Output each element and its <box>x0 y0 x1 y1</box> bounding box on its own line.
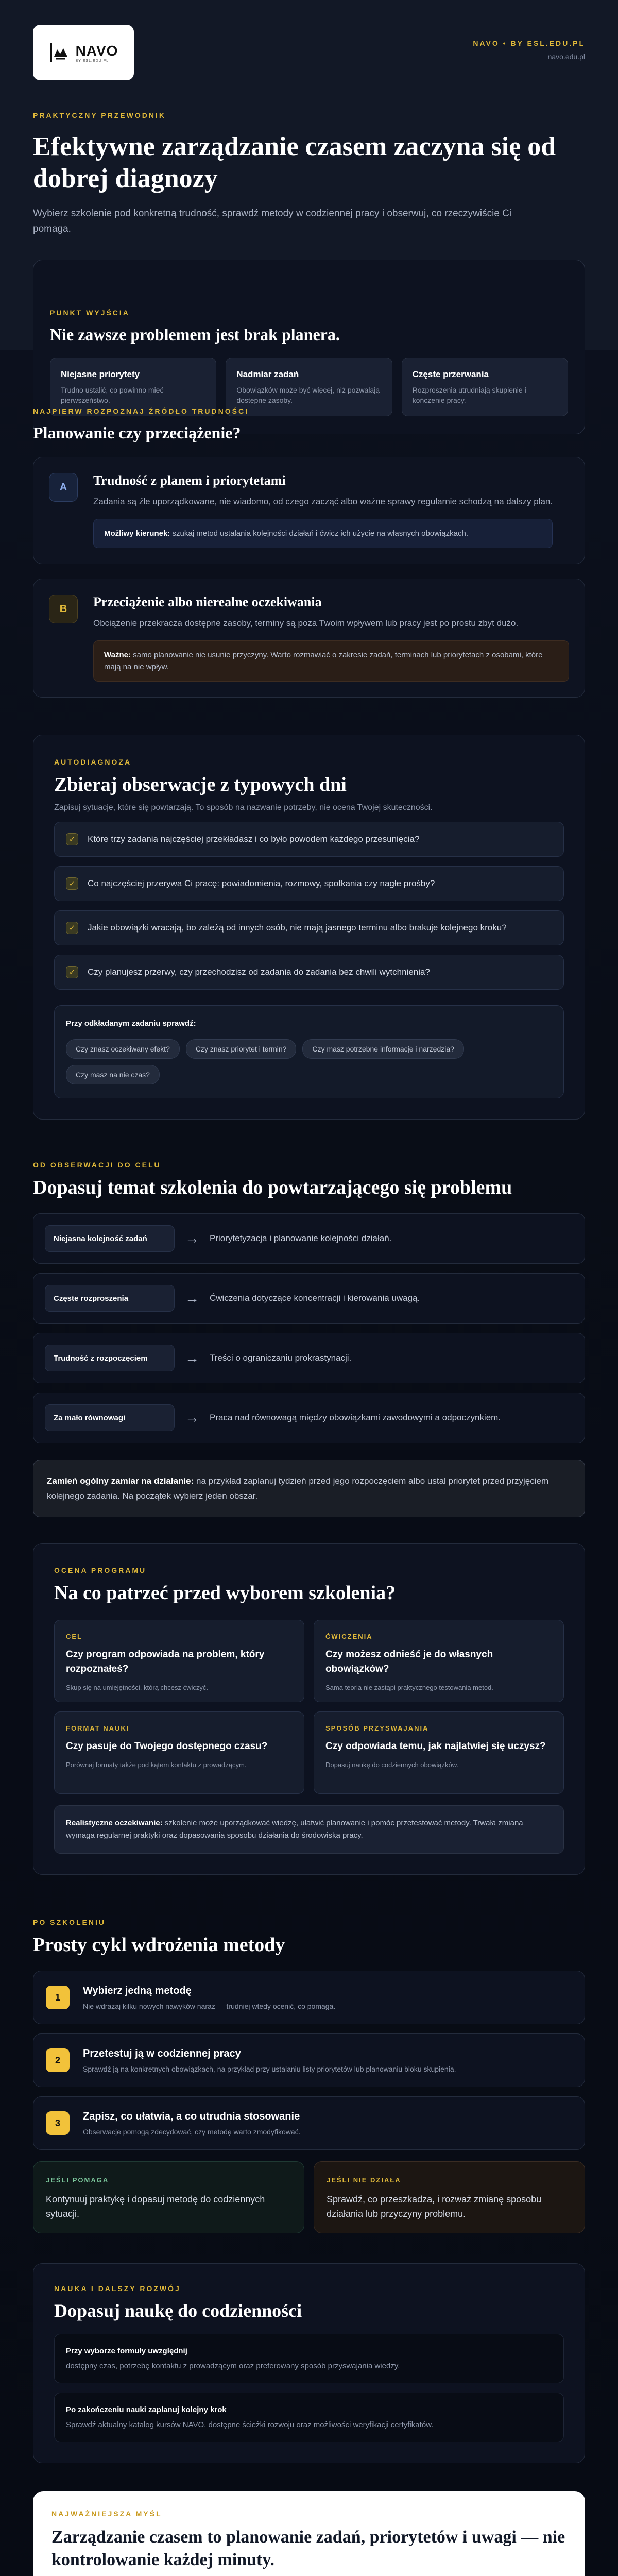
hero-lead: Wybierz szkolenie pod konkretną trudność, sprawdź metody w codziennej pracy i obserwuj, co rzeczywiście Ci pomaga. <box>33 208 512 234</box>
development-title: Dopasuj naukę do codzienności <box>54 2300 302 2321</box>
footer <box>0 2558 618 2576</box>
cause-body <box>93 473 553 548</box>
problem-card <box>226 358 392 416</box>
expectation-note-label: Realistyczne oczekiwanie: <box>66 1819 163 1827</box>
postponed-task-box <box>54 1005 564 1098</box>
criterion-card <box>314 1711 564 1794</box>
checklist-text: Co najczęściej przerywa Ci pracę: powiadomienia, rozmowy, spotkania czy nagłe prośby? <box>88 878 435 888</box>
question-chip: Czy masz potrzebne informacje i narzędzia? <box>302 1039 464 1059</box>
step-title: Zapisz, co ułatwia, a co utrudnia stosowanie <box>83 2110 300 2122</box>
cycle-step <box>33 1971 585 2024</box>
step-number: 3 <box>46 2111 70 2135</box>
checkbox-checked-icon[interactable]: ✓ <box>66 966 78 978</box>
step-title: Wybierz jedną metodę <box>83 1985 192 1996</box>
step-desc: Sprawdź ją na konkretnych obowiązkach, na przykład przy ustalaniu listy priorytetów lub planowaniu bloku skupienia. <box>83 2064 456 2073</box>
takeaway-eyebrow: NAJWAŻNIEJSZA MYŚL <box>52 2510 162 2518</box>
page-title: Efektywne zarządzanie czasem zaczyna się od dobrej diagnozy <box>33 132 556 193</box>
criterion-title: Czy pasuje do Twojego dostępnego czasu? <box>66 1741 268 1752</box>
mapping-topic: Treści o ograniczaniu prokrastynacji. <box>210 1353 352 1363</box>
starting-point-title: Nie zawsze problemem jest brak planera. <box>50 325 340 344</box>
cause-tip-text: samo planowanie nie usunie przyczyny. Warto rozmawiać o zakresie zadań, terminach lub priorytetach z osobami, które mają na nie wpływ. <box>104 651 543 671</box>
problem-desc: Obowiązków może być więcej, niż pozwalają dostępne zasoby. <box>236 386 380 404</box>
top-bar <box>33 25 585 80</box>
step-desc: Nie wdrażaj kilku nowych nawyków naraz — trudniej wtedy ocenić, co pomaga. <box>83 2002 336 2010</box>
cycle-section <box>0 1875 618 2576</box>
outcome-fails-text: Sprawdź, co przeszkadza, i rozważ zmianę sposobu działania lub przyczyny problemu. <box>327 2194 542 2219</box>
outcome-fails-label: JEŚLI NIE DZIAŁA <box>327 2176 401 2184</box>
problem-card <box>402 358 568 416</box>
diagnosis-eyebrow: AUTODIAGNOZA <box>54 758 132 766</box>
criterion-key: CEL <box>66 1633 82 1640</box>
checklist-text: Czy planujesz przerwy, czy przechodzisz od zadania do zadania bez chwili wytchnienia? <box>88 967 430 977</box>
development-item <box>54 2334 564 2383</box>
criterion-title: Czy odpowiada temu, jak najlatwiej się uczysz? <box>325 1741 546 1752</box>
cause-title: Trudność z planem i priorytetami <box>93 473 286 488</box>
cause-card <box>33 457 585 564</box>
cause-tip-label: Możliwy kierunek: <box>104 529 170 538</box>
evaluation-title: Na co patrzeć przed wyborem szkolenia? <box>54 1582 396 1604</box>
step-title: Przetestuj ją w codziennej pracy <box>83 2047 241 2059</box>
expectation-note <box>54 1805 564 1854</box>
self-diagnosis-card <box>33 735 585 1120</box>
development-item <box>54 2393 564 2442</box>
action-callout-text: na przykład zaplanuj tydzień przed jego rozpoczęciem albo ustal priorytet przed przyjęciem kolejnego zadania. Na początek wybierz jeden obszar. <box>47 1476 549 1501</box>
criterion-card <box>54 1711 304 1794</box>
development-eyebrow: NAUKA I DALSZY ROZWÓJ <box>54 2284 181 2293</box>
checklist-item[interactable] <box>54 955 564 990</box>
logo[interactable] <box>33 25 134 80</box>
criterion-desc: Porównaj formaty także pod kątem kontaktu z prowadzącym. <box>66 1761 247 1769</box>
checkbox-checked-icon[interactable]: ✓ <box>66 922 78 934</box>
step-number: 2 <box>46 2048 70 2072</box>
cause-title: Przeciążenie albo nierealne oczekiwania <box>93 595 322 609</box>
development-item-desc: Sprawdź aktualny katalog kursów NAVO, dostępne ścieżki rozwoju oraz możliwości weryfikacji certyfikatów. <box>66 2420 434 2429</box>
logo-text: NAVO <box>75 42 118 59</box>
criterion-desc: Dopasuj naukę do codziennych obowiązków. <box>325 1761 459 1769</box>
takeaway-title: Zarządzanie czasem to planowanie zadań, priorytetów i uwagi — nie kontrolowanie każdej minuty. <box>52 2528 565 2569</box>
criterion-card <box>314 1620 564 1702</box>
mapping-problem: Trudność z rozpoczęciem <box>45 1345 175 1371</box>
criterion-title: Czy program odpowiada na problem, który rozpoznałeś? <box>66 1649 265 1674</box>
outcome-helps-card <box>33 2161 304 2233</box>
mapping-row <box>33 1393 585 1443</box>
logo-wordmark <box>76 43 118 63</box>
cause-badge: B <box>49 595 78 623</box>
problem-title: Niejasne priorytety <box>61 369 140 379</box>
cause-badge: A <box>49 473 78 502</box>
outcome-helps-label: JEŚLI POMAGA <box>46 2176 109 2184</box>
cause-desc: Zadania są źle uporządkowane, nie wiadomo, od czego zacząć albo ważne sprawy regularnie schodzą na dalszy plan. <box>93 497 553 506</box>
brand-line: NAVO • BY ESL.EDU.PL <box>473 39 585 47</box>
development-item-desc: dostępny czas, potrzebę kontaktu z prowadzącym oraz preferowany sposób przyswajania wiedzy. <box>66 2362 400 2370</box>
arrow-right-icon: → <box>185 1230 199 1246</box>
criterion-key: ĆWICZENIA <box>325 1633 373 1640</box>
cause-desc: Obciążenie przekracza dostępne zasoby, terminy są poza Twoim wpływem lub pracy jest po prostu zbyt dużo. <box>93 618 519 628</box>
step-body <box>83 1985 335 2010</box>
evaluation-grid <box>54 1620 564 1794</box>
evaluation-card <box>33 1543 585 1875</box>
arrow-right-icon: → <box>185 1410 199 1426</box>
cause-tip-text: szukaj metod ustalania kolejności działań i ćwicz ich użycie na własnych obowiązkach. <box>172 529 468 538</box>
checklist-item[interactable] <box>54 822 564 857</box>
mapping-topic: Priorytetyzacja i planowanie kolejności działań. <box>210 1233 392 1243</box>
mapping-problem: Częste rozproszenia <box>45 1285 175 1312</box>
cause-body <box>93 595 569 682</box>
causes-section <box>0 350 618 1120</box>
cause-tip <box>93 640 569 682</box>
brand-url[interactable]: navo.edu.pl <box>547 53 585 61</box>
problem-title: Częste przerwania <box>412 369 489 379</box>
criterion-key: FORMAT NAUKI <box>66 1724 130 1732</box>
diagnosis-title: Zbieraj obserwacje z typowych dni <box>54 774 347 795</box>
starting-point-eyebrow: PUNKT WYJŚCIA <box>50 309 130 317</box>
mapping-section <box>0 1120 618 1875</box>
criterion-card <box>54 1620 304 1702</box>
checkbox-checked-icon[interactable]: ✓ <box>66 877 78 890</box>
mapping-topic: Ćwiczenia dotyczące koncentracji i kierowania uwagą. <box>210 1293 420 1303</box>
hero-eyebrow: PRAKTYCZNY PRZEWODNIK <box>33 111 166 120</box>
criterion-key: SPOSÓB PRZYSWAJANIA <box>325 1724 429 1732</box>
cause-tip-label: Ważne: <box>104 651 131 659</box>
expectation-note-text: szkolenie może uporządkować wiedzę, ułatwić planowanie i pomóc przetestować metody. Trwała zmiana wymaga regularnej praktyki oraz dopasowania sposobu działania do środowiska pracy. <box>66 1819 523 1840</box>
outcome-grid <box>33 2161 585 2233</box>
criterion-desc: Skup się na umiejętności, którą chcesz ćwiczyć. <box>66 1684 208 1691</box>
checklist-item[interactable] <box>54 866 564 901</box>
step-number: 1 <box>46 1986 70 2009</box>
causes-eyebrow: NAJPIERW ROZPOZNAJ ŹRÓDŁO TRUDNOŚCI <box>33 407 249 415</box>
cycle-title: Prosty cykl wdrożenia metody <box>33 1934 285 1956</box>
mapping-title: Dopasuj temat szkolenia do powtarzającego się problemu <box>33 1177 512 1198</box>
mapping-topic: Praca nad równowagą między obowiązkami zawodowymi a odpoczynkiem. <box>210 1413 501 1422</box>
arrow-right-icon: → <box>185 1290 199 1306</box>
problem-desc: Rozproszenia utrudniają skupienie i kończenie pracy. <box>412 386 526 404</box>
cause-card <box>33 579 585 698</box>
mapping-problem: Niejasna kolejność zadań <box>45 1225 175 1252</box>
outcome-helps-text: Kontynuuj praktykę i dopasuj metodę do codziennych sytuacji. <box>46 2194 265 2219</box>
cycle-step <box>33 2096 585 2150</box>
cycle-eyebrow: PO SZKOLENIU <box>33 1918 106 1926</box>
question-chip: Czy znasz oczekiwany efekt? <box>66 1039 180 1059</box>
outcome-fails-card <box>314 2161 585 2233</box>
step-desc: Obserwacje pomogą zdecydować, czy metodę warto zmodyfikować. <box>83 2127 301 2136</box>
checklist-text: Jakie obowiązki wracają, bo zależą od innych osób, nie mają jasnego terminu albo brakuje kolejnego kroku? <box>88 923 507 933</box>
navo-logo-icon <box>49 41 72 64</box>
question-chip: Czy znasz priorytet i termin? <box>186 1039 297 1059</box>
mapping-row <box>33 1213 585 1264</box>
development-item-title: Przy wyborze formuły uwzględnij <box>66 2347 187 2355</box>
mapping-problem: Za mało równowagi <box>45 1404 175 1431</box>
hero-section <box>0 0 618 404</box>
evaluation-eyebrow: OCENA PROGRAMU <box>54 1566 147 1574</box>
causes-title: Planowanie czy przeciążenie? <box>33 423 241 442</box>
action-callout-label: Zamień ogólny zamiar na działanie: <box>47 1476 194 1486</box>
brand-block <box>473 25 585 61</box>
checkbox-checked-icon[interactable]: ✓ <box>66 833 78 845</box>
criterion-title: Czy możesz odnieść je do własnych obowiązków? <box>325 1649 493 1674</box>
development-item-title: Po zakończeniu nauki zaplanuj kolejny krok <box>66 2405 227 2414</box>
mapping-eyebrow: OD OBSERWACJI DO CELU <box>33 1161 161 1169</box>
cause-tip <box>93 519 553 548</box>
development-card <box>33 2263 585 2463</box>
diagnosis-subtitle: Zapisuj sytuacje, które się powtarzają. To sposób na nazwanie potrzeby, nie ocena Twojej skuteczności. <box>54 803 433 812</box>
cycle-step <box>33 2033 585 2087</box>
arrow-right-icon: → <box>185 1350 199 1366</box>
step-body <box>83 2048 456 2073</box>
checklist-text: Które trzy zadania najczęściej przekładasz i co było powodem każdego przesunięcia? <box>88 834 420 844</box>
question-chips <box>66 1039 529 1084</box>
mapping-row <box>33 1333 585 1383</box>
problem-desc: Trudno ustalić, co powinno mieć pierwszeństwo. <box>61 386 164 404</box>
question-chip: Czy masz na nie czas? <box>66 1065 160 1084</box>
postponed-task-title: Przy odkładanym zadaniu sprawdź: <box>66 1019 196 1028</box>
criterion-desc: Sama teoria nie zastąpi praktycznego testowania metod. <box>325 1684 493 1691</box>
action-callout <box>33 1460 585 1517</box>
logo-subtext: BY ESL.EDU.PL <box>75 59 109 63</box>
checklist-item[interactable] <box>54 910 564 945</box>
problem-title: Nadmiar zadań <box>236 369 299 379</box>
step-body <box>83 2111 301 2136</box>
mapping-row <box>33 1273 585 1324</box>
